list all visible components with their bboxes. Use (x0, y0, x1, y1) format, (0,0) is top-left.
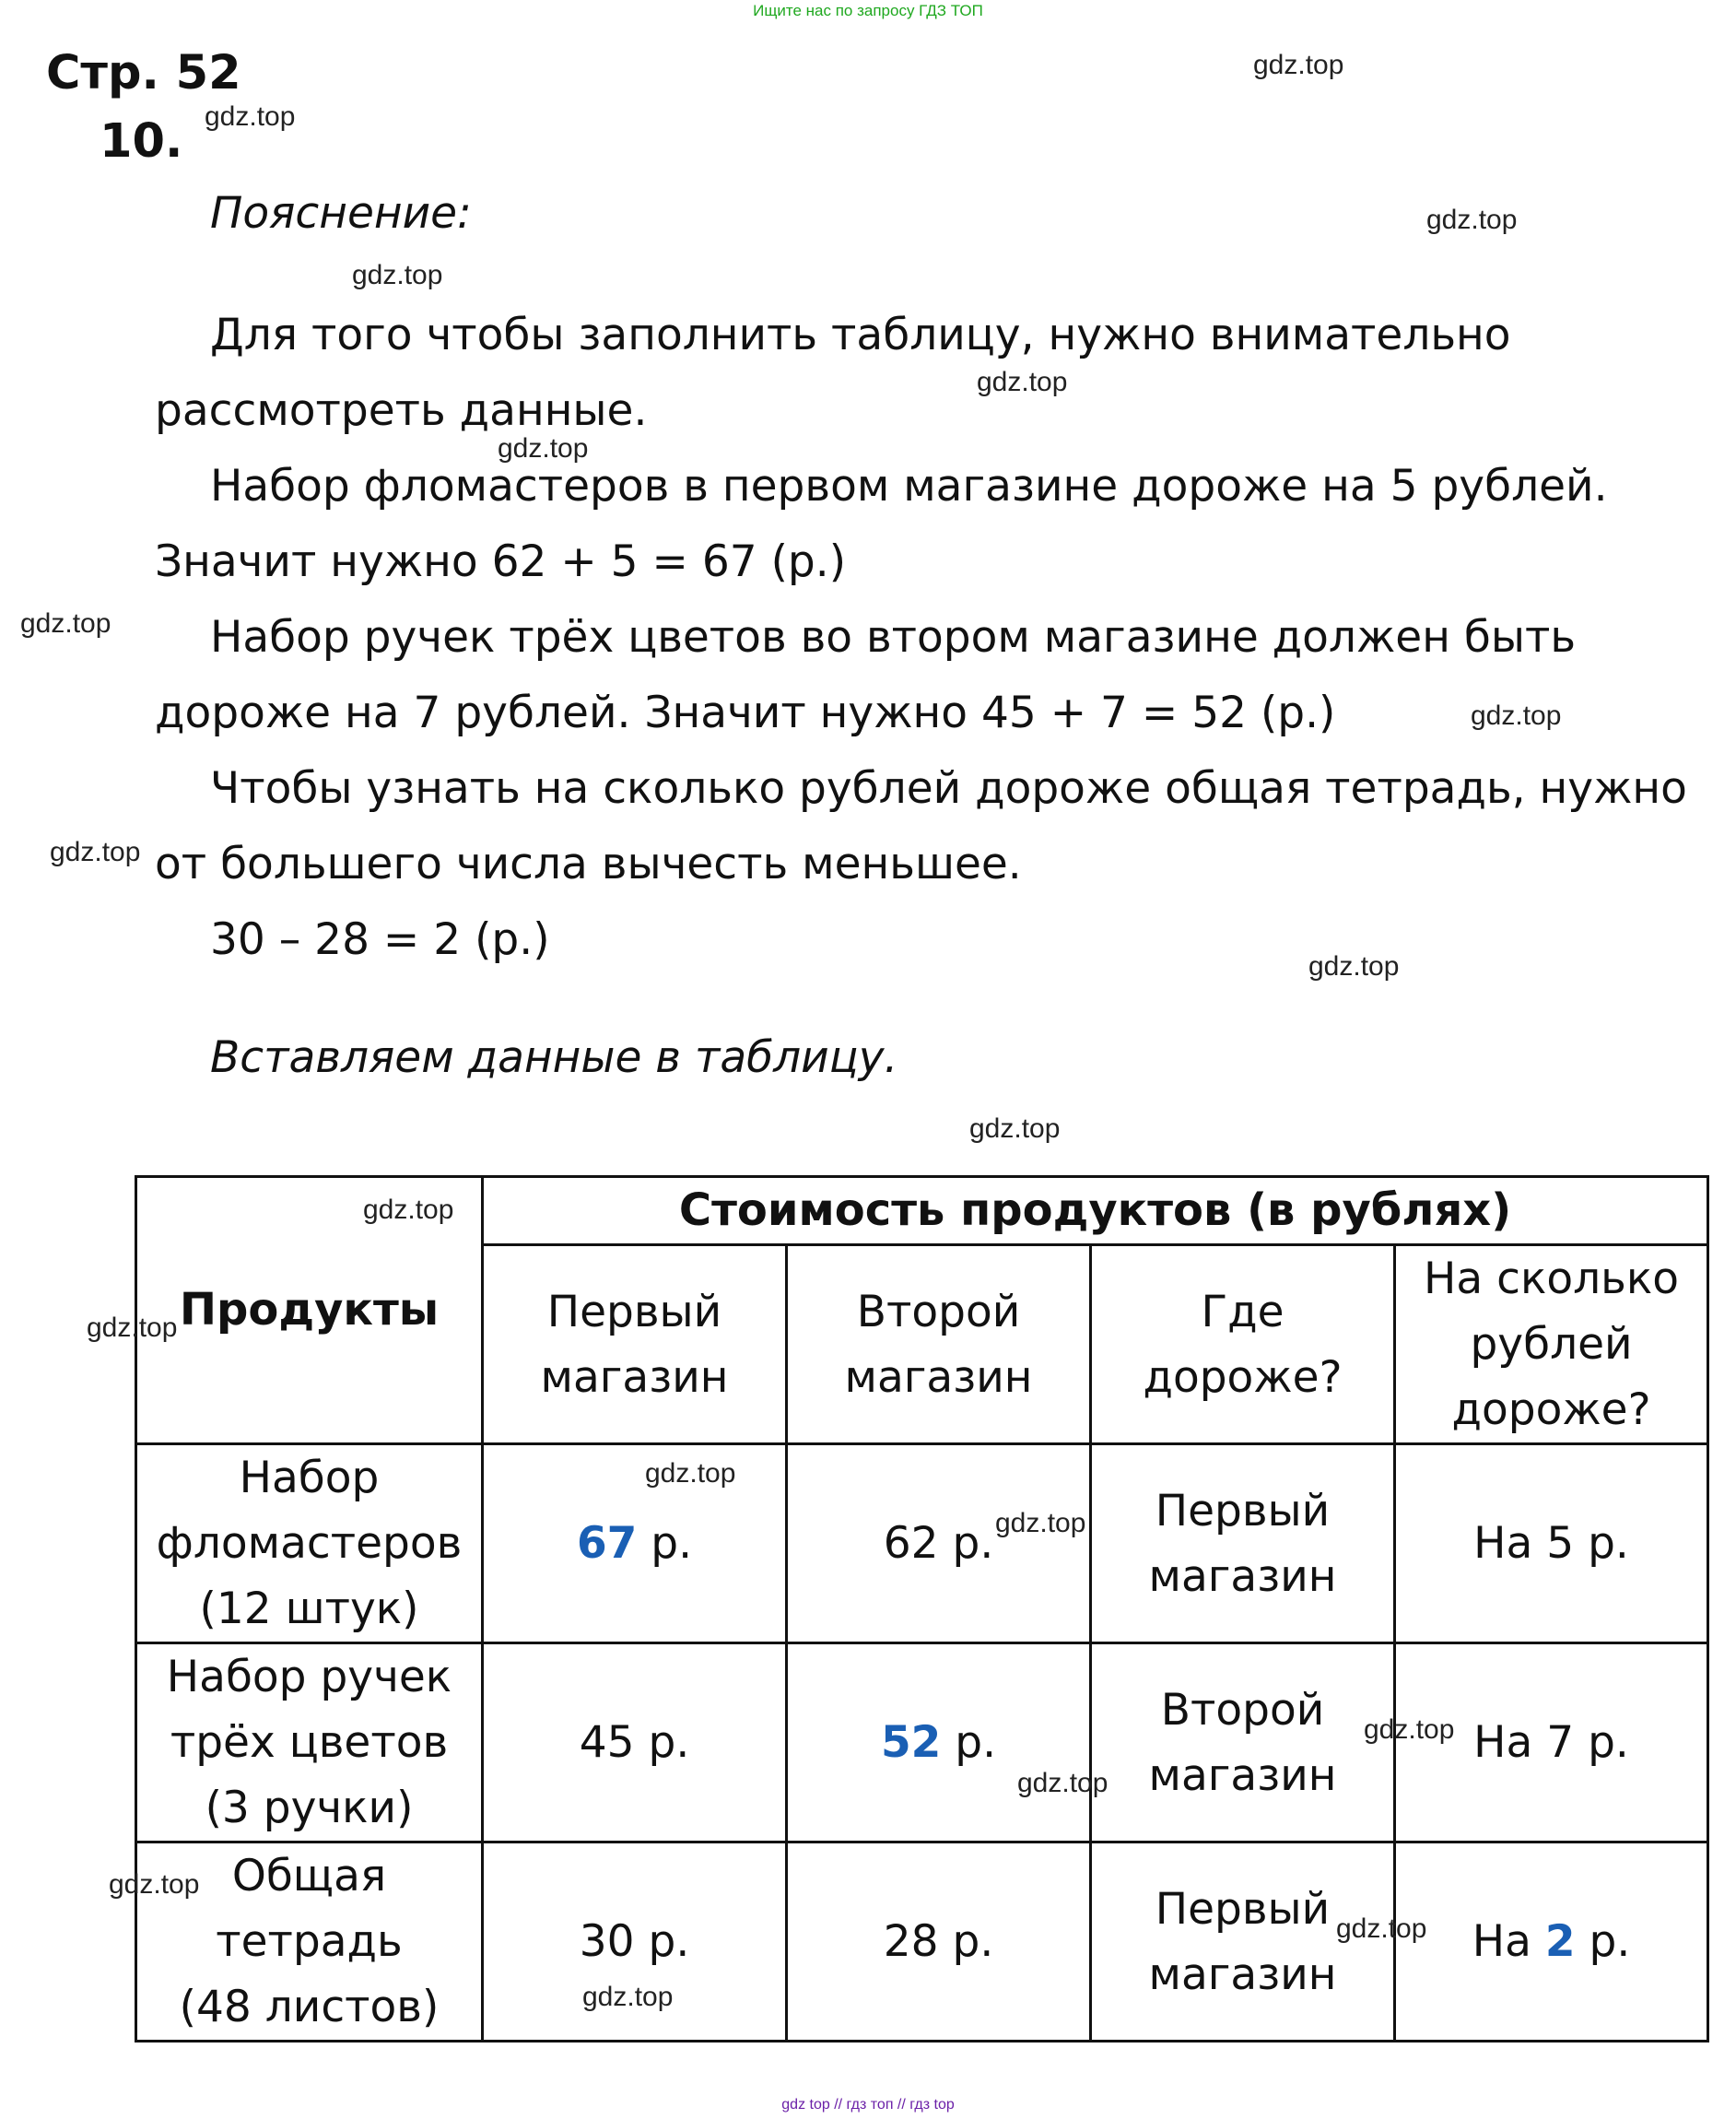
unit: р. (941, 1717, 997, 1768)
difference-cell (1395, 1842, 1708, 2042)
paragraph-line: Значит нужно 62 + 5 = 67 (р.) (155, 536, 847, 587)
watermark: gdz.top (1364, 1714, 1455, 1745)
difference-cell: На 5 р. (1395, 1444, 1708, 1643)
where-line: Первый (1155, 1485, 1331, 1536)
paragraph-line: 30 – 28 = 2 (р.) (210, 914, 550, 965)
product-line: фломастеров (156, 1518, 463, 1569)
paragraph-line: Для того чтобы заполнить таблицу, нужно внимательно (210, 310, 1511, 360)
header-line: дороже? (1143, 1351, 1343, 1403)
page-number: Стр. 52 (46, 46, 241, 100)
diff-prefix: На (1472, 1916, 1545, 1967)
watermark: gdz.top (995, 1508, 1086, 1538)
header-line: магазин (540, 1351, 729, 1403)
product-cell (136, 1643, 483, 1842)
second-store-price: 28 р. (787, 1842, 1091, 2042)
second-store-price (787, 1643, 1091, 1842)
paragraph-line: рассмотреть данные. (155, 385, 648, 436)
watermark: gdz.top (645, 1458, 736, 1489)
watermark: gdz.top (969, 1113, 1061, 1144)
where-line: магазин (1148, 1550, 1337, 1602)
price-comparison-table (135, 1175, 1709, 2042)
product-line: (3 ручки) (205, 1783, 414, 1833)
header-line: дороже? (1451, 1384, 1651, 1435)
watermark: gdz.top (1253, 50, 1344, 80)
task-number: 10. (100, 114, 183, 169)
table-row (136, 1444, 1708, 1643)
watermark: gdz.top (1471, 700, 1562, 731)
footer-note: gdz top // гдз топ // гдз top (781, 2097, 955, 2113)
product-line: Набор (239, 1453, 380, 1503)
paragraph-line: Набор фломастеров в первом магазине дороже на 5 рублей. (210, 461, 1608, 512)
product-line: тетрадь (216, 1916, 403, 1967)
header-line: Первый (546, 1286, 722, 1337)
product-line: Общая (231, 1851, 387, 1901)
watermark: gdz.top (20, 608, 111, 639)
answer-value: 67 (576, 1518, 638, 1569)
product-line: Набор ручек (166, 1652, 452, 1702)
first-store-price: 30 р. (483, 1842, 787, 2042)
products-header: Продукты (136, 1177, 483, 1444)
paragraph-line: Набор ручек трёх цветов во втором магазине должен быть (210, 612, 1577, 663)
watermark: gdz.top (977, 367, 1068, 397)
where-line: Первый (1155, 1883, 1331, 1935)
answer-value: 52 (880, 1717, 942, 1768)
table-intro: Вставляем данные в таблицу. (210, 1032, 898, 1083)
watermark: gdz.top (1336, 1913, 1427, 1944)
watermark: gdz.top (1426, 205, 1518, 235)
header-line: Где (1201, 1286, 1284, 1337)
product-line: трёх цветов (170, 1717, 449, 1768)
header-note: Ищите нас по запросу ГДЗ ТОП (753, 2, 983, 19)
cost-header: Стоимость продуктов (в рублях) (483, 1177, 1708, 1245)
watermark: gdz.top (498, 433, 589, 464)
header-line: магазин (844, 1351, 1033, 1403)
watermark: gdz.top (50, 837, 141, 867)
watermark: gdz.top (1017, 1768, 1108, 1798)
header-line: На сколько (1424, 1254, 1679, 1304)
where-cell (1091, 1444, 1395, 1643)
watermark: gdz.top (352, 260, 443, 290)
paragraph-line: Чтобы узнать на сколько рублей дороже общая тетрадь, нужно (210, 763, 1687, 814)
unit: р. (1575, 1916, 1631, 1967)
second-store-price: 62 р. (787, 1444, 1091, 1643)
first-store-price: 45 р. (483, 1643, 787, 1842)
header-line: рублей (1470, 1319, 1633, 1370)
where-line: магазин (1148, 1948, 1337, 2000)
first-store-price (483, 1444, 787, 1643)
watermark: gdz.top (87, 1313, 178, 1343)
second-store-header (787, 1245, 1091, 1444)
watermark: gdz.top (109, 1869, 200, 1900)
explanation-heading: Пояснение: (210, 188, 472, 239)
paragraph-line: дороже на 7 рублей. Значит нужно 45 + 7 = 52 (р.) (155, 688, 1336, 738)
table-row (136, 1643, 1708, 1842)
difference-cell: На 7 р. (1395, 1643, 1708, 1842)
watermark: gdz.top (1308, 951, 1400, 982)
where-line: Второй (1160, 1684, 1325, 1736)
where-line: магазин (1148, 1749, 1337, 1801)
where-cell (1091, 1643, 1395, 1842)
difference-header (1395, 1245, 1708, 1444)
product-cell (136, 1444, 483, 1643)
header-line: Второй (856, 1286, 1021, 1337)
unit: р. (637, 1518, 693, 1569)
watermark: gdz.top (205, 101, 296, 132)
answer-value: 2 (1544, 1916, 1576, 1967)
where-header (1091, 1245, 1395, 1444)
product-line: (48 листов) (179, 1982, 440, 2032)
table-row (136, 1842, 1708, 2042)
product-line: (12 штук) (199, 1583, 419, 1634)
paragraph-line: от большего числа вычесть меньшее. (155, 839, 1022, 889)
first-store-header (483, 1245, 787, 1444)
watermark: gdz.top (582, 1982, 674, 2012)
watermark: gdz.top (363, 1195, 454, 1225)
